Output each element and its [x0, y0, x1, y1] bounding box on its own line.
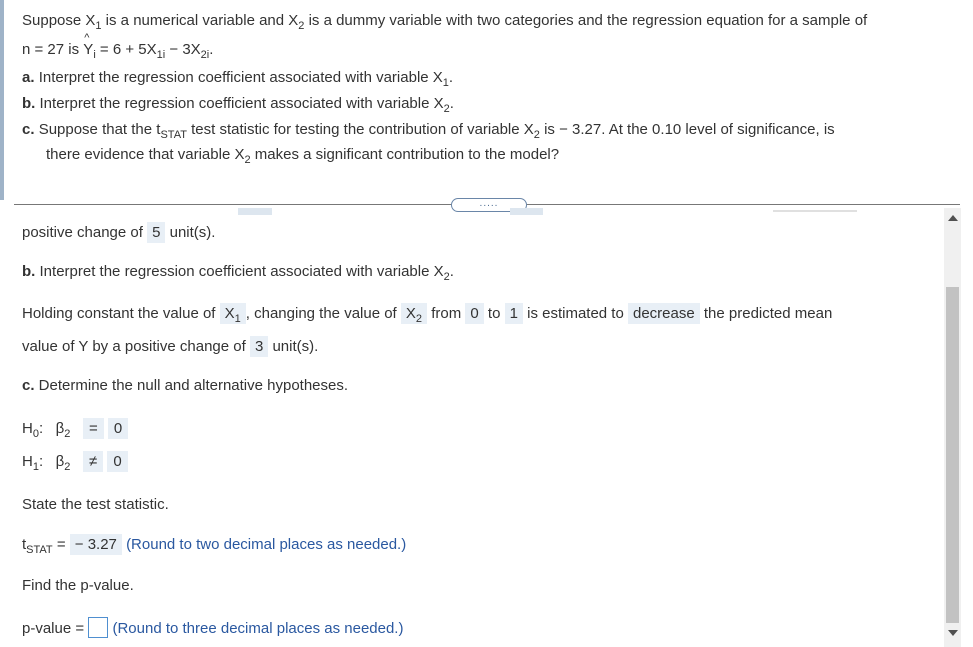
h0-value: 0	[108, 418, 128, 439]
answer-direction: decrease	[628, 303, 700, 324]
answer-b-sentence-2: value of Y by a positive change of 3 unit(s).	[22, 338, 319, 355]
question-a: a. Interpret the regression coefficient associated with variable $X_1$.	[22, 69, 454, 89]
question-b: b. Interpret the regression coefficient associated with variable $X_2$.	[22, 95, 454, 115]
pvalue-line: p-value = (Round to three decimal places as needed.)	[22, 617, 403, 638]
pvalue-input[interactable]	[88, 617, 108, 638]
answer-from: 0	[465, 303, 483, 324]
problem-intro: Suppose $X_1$ is a numerical variable and $X_2$ is a dummy variable with two categories and the regression equation for a sample of	[22, 12, 868, 32]
answer-change-value: 3	[250, 336, 268, 357]
tstat-value: − 3.27	[70, 534, 122, 555]
tab-marker	[238, 208, 272, 215]
h1-operator: ≠	[83, 451, 103, 472]
state-test-statistic: State the test statistic.	[22, 496, 169, 513]
null-hypothesis: $H_0$: $\beta_2$ = 0	[22, 418, 128, 439]
alternative-hypothesis: $H_1$: $\beta_2$ ≠ 0	[22, 451, 128, 472]
scroll-up-icon[interactable]	[948, 215, 958, 221]
scroll-down-icon[interactable]	[948, 630, 958, 636]
problem-statement	[0, 0, 945, 190]
regression-equation: n = 27 is ^ $Y_i = 6 + 5X_{1i} - 3X_{2i}$.	[22, 32, 214, 61]
answer-x2: $X_2$	[401, 303, 427, 324]
tstat-line: $t_{STAT}$ = − 3.27 (Round to two decimal places as needed.)	[22, 536, 407, 556]
answer-x1: $X_1$	[220, 303, 246, 324]
tab-marker	[510, 208, 543, 215]
question-c-cont: there evidence that variable $X_2$ makes a significant contribution to the model?	[46, 146, 560, 166]
scrollbar-thumb[interactable]	[946, 287, 959, 623]
pvalue-hint: (Round to three decimal places as needed.)	[112, 620, 404, 637]
answer-c-heading: c. Determine the null and alternative hypotheses.	[22, 377, 349, 394]
tstat-hint: (Round to two decimal places as needed.)	[126, 536, 407, 553]
find-pvalue: Find the p-value.	[22, 577, 134, 594]
expand-button[interactable]: .....	[451, 198, 527, 212]
answer-value: 5	[147, 222, 165, 243]
question-c: c. Suppose that the $t_{STAT}$ test statistic for testing the contribution of variable $X_2$ is − 3.27. At the 0.10 level of significance, is	[22, 121, 835, 141]
answer-to: 1	[505, 303, 523, 324]
answer-b-heading: b. Interpret the regression coefficient associated with variable $X_2$.	[22, 263, 454, 283]
h1-value: 0	[107, 451, 127, 472]
answer-a-line: positive change of 5 unit(s).	[22, 224, 216, 241]
answer-b-sentence: Holding constant the value of $X_1$ , changing the value of $X_2$ from 0 to 1 is estimated to decrease the predicted mean	[22, 305, 833, 325]
h0-operator: =	[83, 418, 104, 439]
tab-marker	[773, 210, 857, 212]
